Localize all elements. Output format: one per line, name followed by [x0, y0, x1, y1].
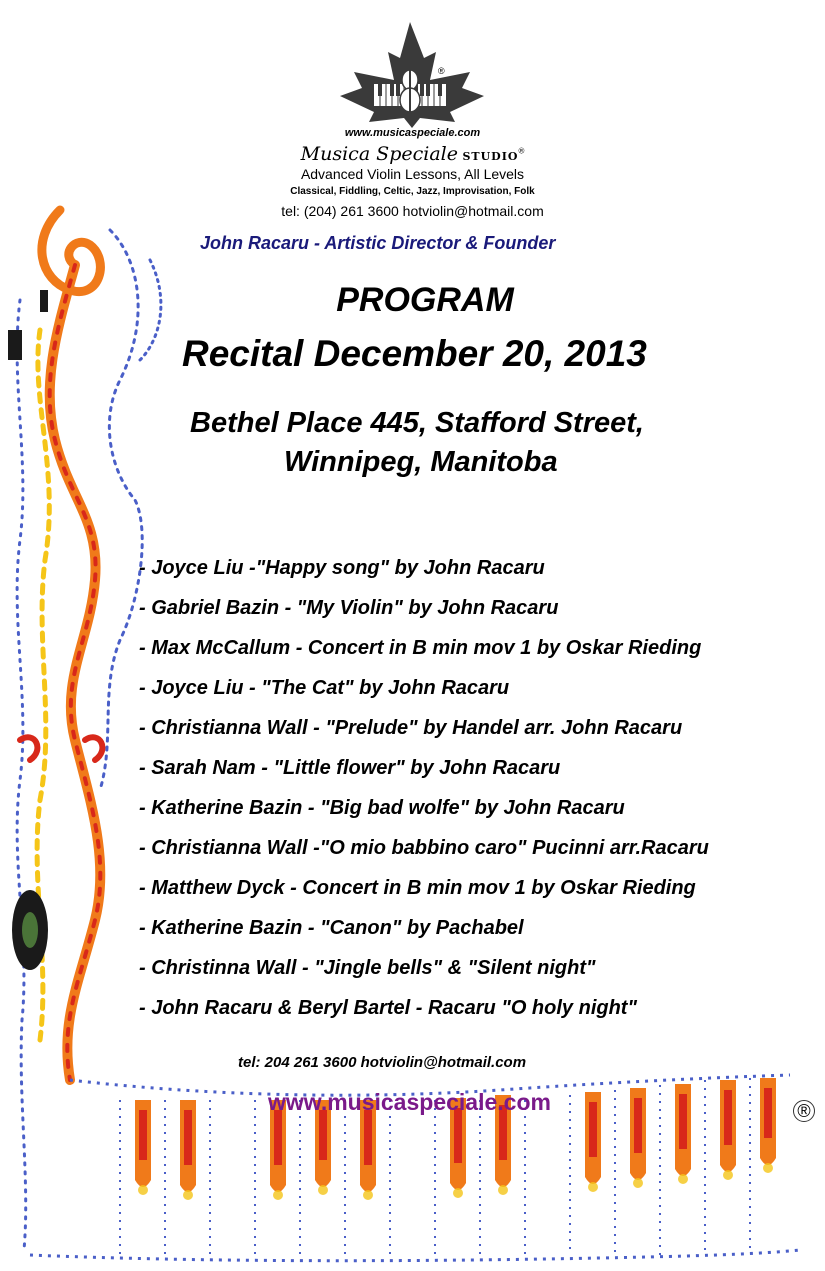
venue-address: Bethel Place 445, Stafford Street, [190, 407, 644, 439]
footer-website-link[interactable]: www.musicaspeciale.com [268, 1089, 551, 1115]
scroll-accents [8, 290, 48, 970]
program-item: - John Racaru & Beryl Bartel - Racaru "O holy night" [139, 997, 637, 1019]
program-item: - Sarah Nam - "Little flower" by John Racaru [139, 757, 561, 779]
program-title: PROGRAM [336, 281, 514, 319]
maple-leaf-logo [340, 22, 484, 128]
program-item: - Christianna Wall - "Prelude" by Handel arr. John Racaru [139, 717, 683, 739]
studio-tagline: Advanced Violin Lessons, All Levels [300, 166, 525, 182]
logo-registered-mark: ® [438, 66, 445, 76]
logo-website: www.musicaspeciale.com [344, 127, 481, 139]
footer-registered-mark: ® [793, 1100, 815, 1122]
studio-name [0, 143, 825, 165]
program-item: - Joyce Liu - "The Cat" by John Racaru [139, 677, 510, 699]
program-list [139, 555, 709, 1035]
studio-script-name: Musica Speciale [300, 143, 458, 165]
studio-registered-mark: ® [518, 146, 525, 156]
artistic-director: John Racaru - Artistic Director & Founder [200, 233, 556, 253]
program-item: - Matthew Dyck - Concert in B min mov 1 by Oskar Rieding [139, 877, 696, 899]
music-styles: Classical, Fiddling, Celtic, Jazz, Improvisation, Folk [290, 186, 535, 197]
recital-date: Recital December 20, 2013 [182, 333, 647, 374]
program-item: - Katherine Bazin - "Big bad wolfe" by John Racaru [139, 797, 625, 819]
venue-city: Winnipeg, Manitoba [284, 446, 558, 478]
program-item: - Christinna Wall - "Jingle bells" & "Silent night" [139, 957, 596, 979]
studio-word: STUDIO [462, 150, 519, 163]
program-item: - Christianna Wall -"O mio babbino caro" Pucinni arr.Racaru [139, 837, 709, 859]
header-contact: tel: (204) 261 3600 hotviolin@hotmail.com [281, 203, 544, 219]
program-item: - Max McCallum - Concert in B min mov 1 by Oskar Rieding [139, 637, 702, 659]
program-item: - Joyce Liu -"Happy song" by John Racaru [139, 557, 545, 579]
program-item: - Katherine Bazin - "Canon" by Pachabel [139, 917, 524, 939]
program-item: - Gabriel Bazin - "My Violin" by John Racaru [139, 597, 559, 619]
footer-contact: tel: 204 261 3600 hotviolin@hotmail.com [238, 1054, 527, 1071]
